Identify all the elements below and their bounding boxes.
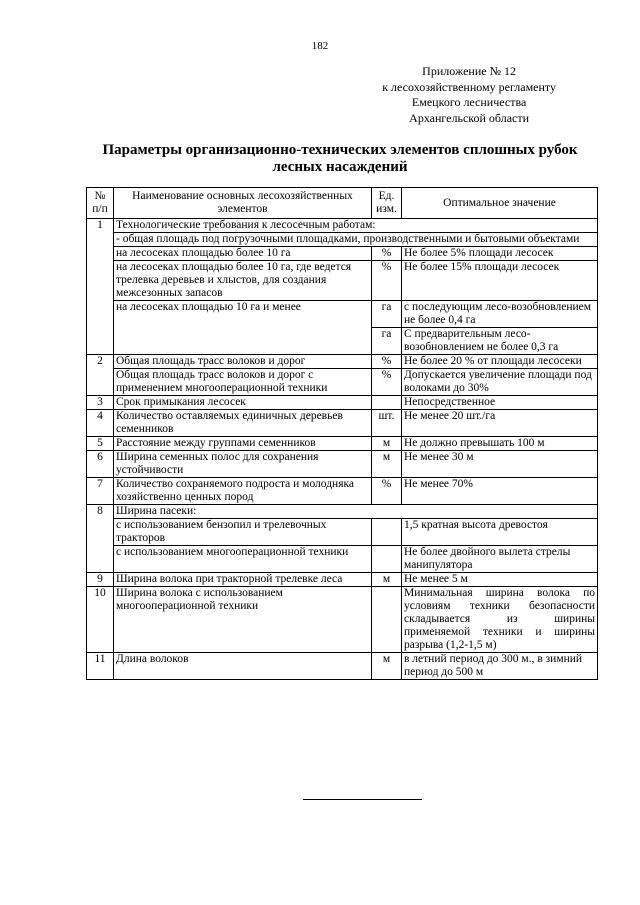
row-value: Не менее 20 шт./га xyxy=(402,410,598,437)
row-value: Не более 20 % от площади лесосеки xyxy=(402,355,598,369)
table-row xyxy=(87,396,598,410)
table-row xyxy=(87,369,598,396)
table-row xyxy=(87,219,598,233)
table-row xyxy=(87,261,598,301)
row-unit: % xyxy=(372,369,402,396)
row-name: Количество оставляемых единичных деревьев семенников xyxy=(114,410,372,437)
row-unit xyxy=(372,587,402,653)
row-num: 11 xyxy=(87,653,114,680)
row-num: 8 xyxy=(87,505,114,573)
title-line: лесных насаждений xyxy=(272,159,408,175)
row-value: с последующим лесо-возобновлением не более 0,4 га xyxy=(402,301,598,328)
row-value: С предварительным лесо-возобновлением не более 0,3 га xyxy=(402,328,598,355)
row-name: Ширина волока при тракторной трелевке леса xyxy=(114,573,372,587)
row-value: Минимальная ширина волока по условиям техники безопасности складывается из ширины применяемой техники и ширины разрыва (1,2-1,5 м) xyxy=(402,587,598,653)
row-value: Не должно превышать 100 м xyxy=(402,437,598,451)
row-value: Не более 5% площади лесосек xyxy=(402,247,598,261)
table-row xyxy=(87,587,598,653)
row-name: Срок примыкания лесосек xyxy=(114,396,372,410)
header-num: № п/п xyxy=(87,188,114,219)
row-value: Не менее 70% xyxy=(402,478,598,505)
row-name: с использованием многооперационной техники xyxy=(114,546,372,573)
row-num: 5 xyxy=(87,437,114,451)
row-name: Общая площадь трасс волоков и дорог с применением многооперационной техники xyxy=(114,369,372,396)
row-num: 2 xyxy=(87,355,114,396)
row-name: Технологические требования к лесосечным работам: xyxy=(114,219,598,233)
table-row xyxy=(87,478,598,505)
row-name: Общая площадь трасс волоков и дорог xyxy=(114,355,372,369)
table-row xyxy=(87,519,598,546)
row-value: Допускается увеличение площади под волоками до 30% xyxy=(402,369,598,396)
table-row xyxy=(87,573,598,587)
row-unit: % xyxy=(372,261,402,301)
row-value: Не менее 5 м xyxy=(402,573,598,587)
row-unit: м xyxy=(372,437,402,451)
row-name: Расстояние между группами семенников xyxy=(114,437,372,451)
row-num: 3 xyxy=(87,396,114,410)
row-unit: м xyxy=(372,573,402,587)
row-num: 1 xyxy=(87,219,114,355)
appendix-line: Емецкого лесничества xyxy=(411,95,527,109)
row-unit xyxy=(372,396,402,410)
table-row xyxy=(87,301,598,328)
table-row xyxy=(87,410,598,437)
row-name: Ширина волока с использованием многооперационной техники xyxy=(114,587,372,653)
row-name: на лесосеках площадью более 10 га xyxy=(114,247,372,261)
row-unit: м xyxy=(372,451,402,478)
row-num: 4 xyxy=(87,410,114,437)
row-num: 10 xyxy=(87,587,114,653)
row-name: с использованием бензопил и трелевочных тракторов xyxy=(114,519,372,546)
row-name: Длина волоков xyxy=(114,653,372,680)
row-unit: шт. xyxy=(372,410,402,437)
title-line: Параметры организационно-технических элементов сплошных рубок xyxy=(102,142,578,158)
row-num: 9 xyxy=(87,573,114,587)
row-unit xyxy=(372,546,402,573)
row-unit: м xyxy=(372,653,402,680)
row-name: на лесосеках площадью 10 га и менее xyxy=(114,301,372,355)
row-unit: га xyxy=(372,328,402,355)
row-value: Не более 15% площади лесосек xyxy=(402,261,598,301)
table-header-row xyxy=(87,188,598,219)
row-value: в летний период до 300 м., в зимний период до 500 м xyxy=(402,653,598,680)
document-title xyxy=(80,142,600,176)
row-name: Ширина пасеки: xyxy=(114,505,598,519)
appendix-line: к лесохозяйственному регламенту xyxy=(382,79,556,94)
row-value: Не менее 30 м xyxy=(402,451,598,478)
row-name: Количество сохраняемого подроста и молодняка хозяйственно ценных пород xyxy=(114,478,372,505)
table-row xyxy=(87,653,598,680)
table-row xyxy=(87,437,598,451)
page-number: 182 xyxy=(311,40,329,52)
row-unit: % xyxy=(372,478,402,505)
table-row xyxy=(87,505,598,519)
row-value: Непосредственное xyxy=(402,396,598,410)
footer-divider xyxy=(303,799,422,800)
header-name: Наименование основных лесохозяйственных элементов xyxy=(114,188,372,219)
header-value: Оптимальное значение xyxy=(402,188,598,219)
table-row xyxy=(87,355,598,369)
appendix-note xyxy=(382,64,556,126)
row-name: Ширина семенных полос для сохранения устойчивости xyxy=(114,451,372,478)
row-unit: га xyxy=(372,301,402,328)
appendix-line: Архангельской области xyxy=(409,110,530,125)
row-num: 6 xyxy=(87,451,114,478)
row-name: - общая площадь под погрузочными площадками, производственными и бытовыми объектами xyxy=(114,233,598,247)
header-unit: Ед. изм. xyxy=(372,188,402,219)
row-value: Не более двойного вылета стрелы манипулятора xyxy=(402,546,598,573)
row-name: на лесосеках площадью более 10 га, где ведется трелевка деревьев и хлыстов, для создания межсезонных запасов xyxy=(114,261,372,301)
parameters-table xyxy=(86,187,598,680)
table-row xyxy=(87,546,598,573)
row-num: 7 xyxy=(87,478,114,505)
table-row xyxy=(87,451,598,478)
row-unit: % xyxy=(372,247,402,261)
table-row xyxy=(87,247,598,261)
row-value: 1,5 кратная высота древостоя xyxy=(402,519,598,546)
table-row xyxy=(87,233,598,247)
row-unit: % xyxy=(372,355,402,369)
row-unit xyxy=(372,519,402,546)
appendix-line: Приложение № 12 xyxy=(422,64,517,78)
